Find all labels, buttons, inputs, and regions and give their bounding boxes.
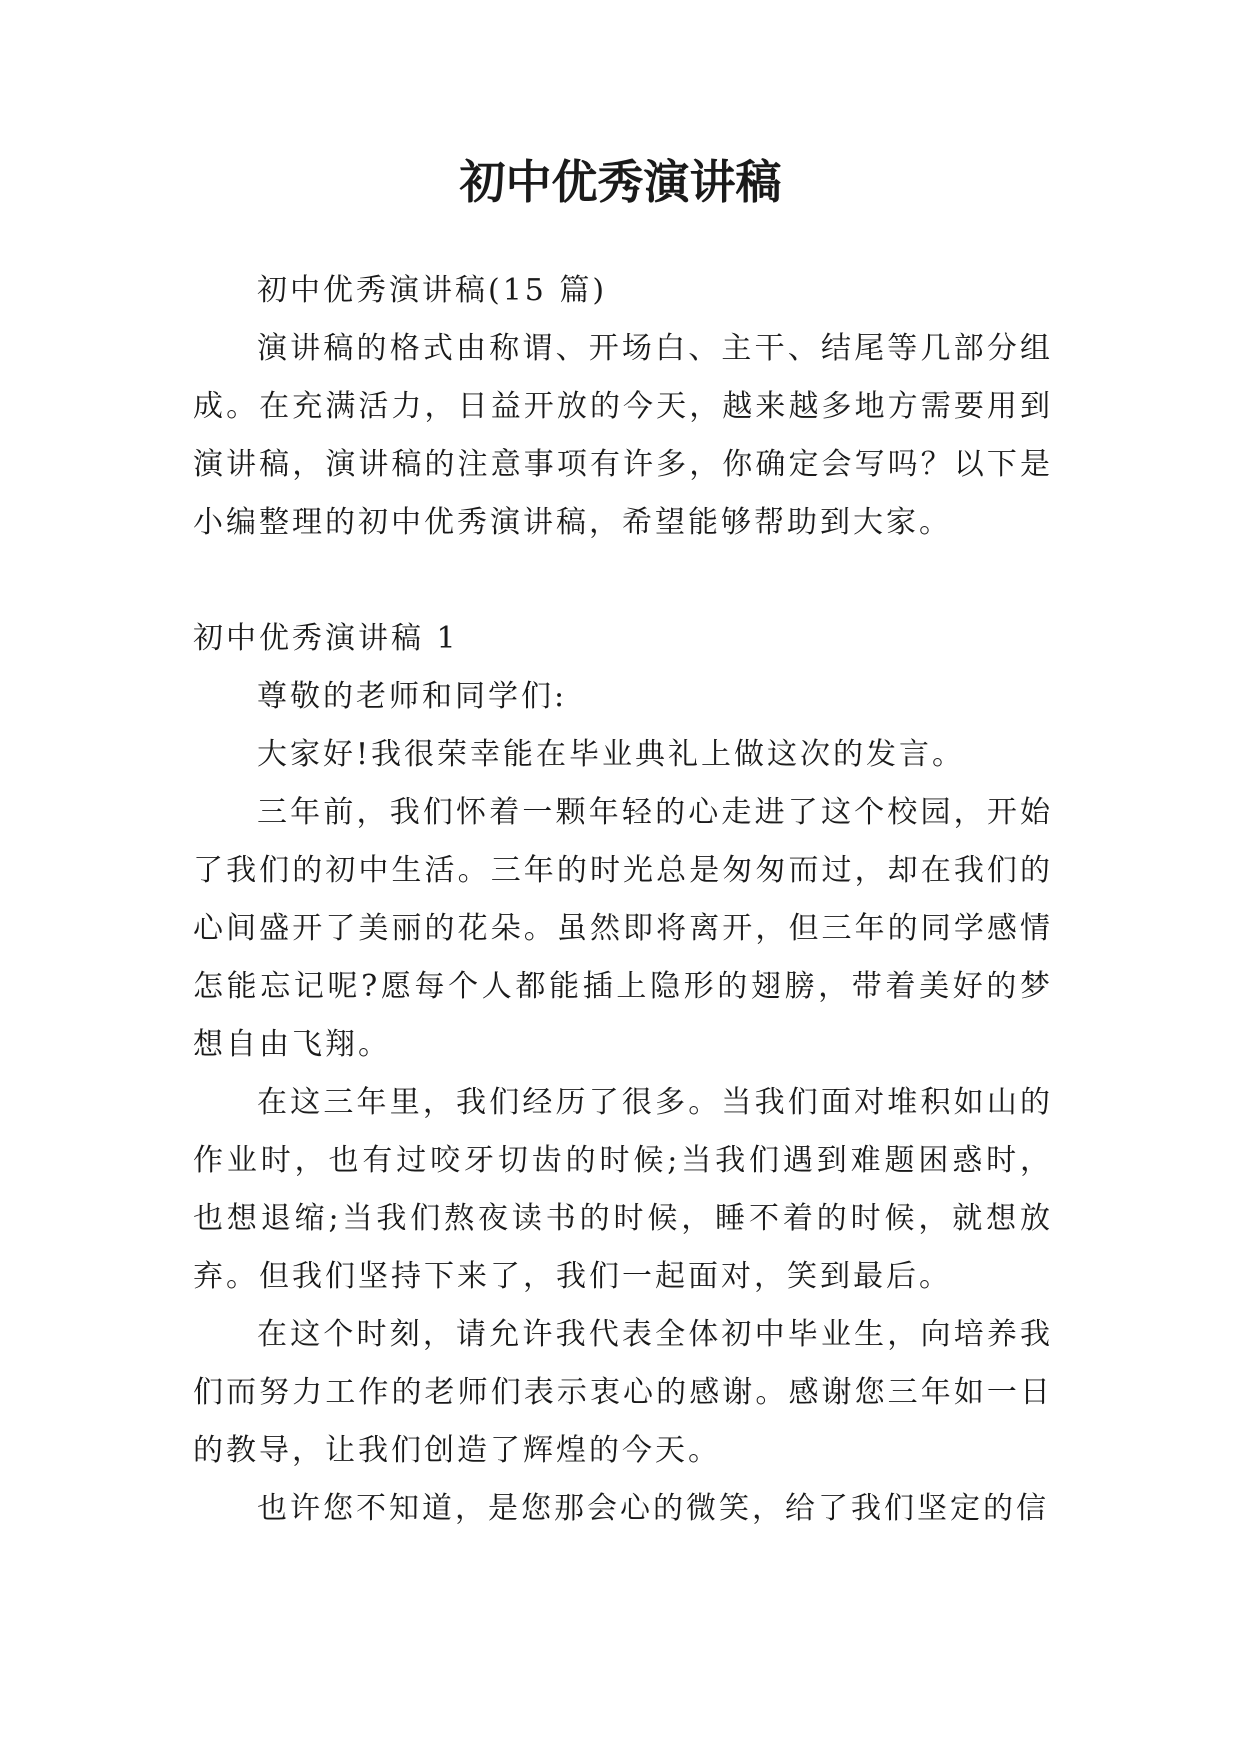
paragraph: 在这三年里，我们经历了很多。当我们面对堆积如山的作业时，也有过咬牙切齿的时候;当我们遇到难题困惑时，也想退缩;当我们熬夜读书的时候，睡不着的时候，就想放弃。但我们坚持下来了，我们一起面对，笑到最后。 (193, 1085, 1053, 1294)
document-body (193, 262, 1053, 1538)
paragraph: 也许您不知道，是您那会心的微笑，给了我们坚定的信 (257, 1491, 1049, 1526)
document-subtitle: 初中优秀演讲稿(15 篇) (257, 273, 608, 308)
page-title: 初中优秀演讲稿 (459, 155, 782, 209)
paragraph-salutation: 尊敬的老师和同学们: (257, 679, 568, 714)
intro-paragraph: 演讲稿的格式由称谓、开场白、主干、结尾等几部分组成。在充满活力，日益开放的今天，越来越多地方需要用到演讲稿，演讲稿的注意事项有许多，你确定会写吗？以下是小编整理的初中优秀演讲稿，希望能够帮助到大家。 (193, 331, 1053, 540)
paragraph: 三年前，我们怀着一颗年轻的心走进了这个校园，开始了我们的初中生活。三年的时光总是匆匆而过，却在我们的心间盛开了美丽的花朵。虽然即将离开，但三年的同学感情怎能忘记呢?愿每个人都能插上隐形的翅膀，带着美好的梦想自由飞翔。 (193, 795, 1053, 1062)
paragraph-greeting: 大家好!我很荣幸能在毕业典礼上做这次的发言。 (257, 737, 966, 772)
paragraph: 在这个时刻，请允许我代表全体初中毕业生，向培养我们而努力工作的老师们表示衷心的感谢。感谢您三年如一日的教导，让我们创造了辉煌的今天。 (193, 1317, 1053, 1468)
section-heading: 初中优秀演讲稿 1 (193, 621, 459, 656)
